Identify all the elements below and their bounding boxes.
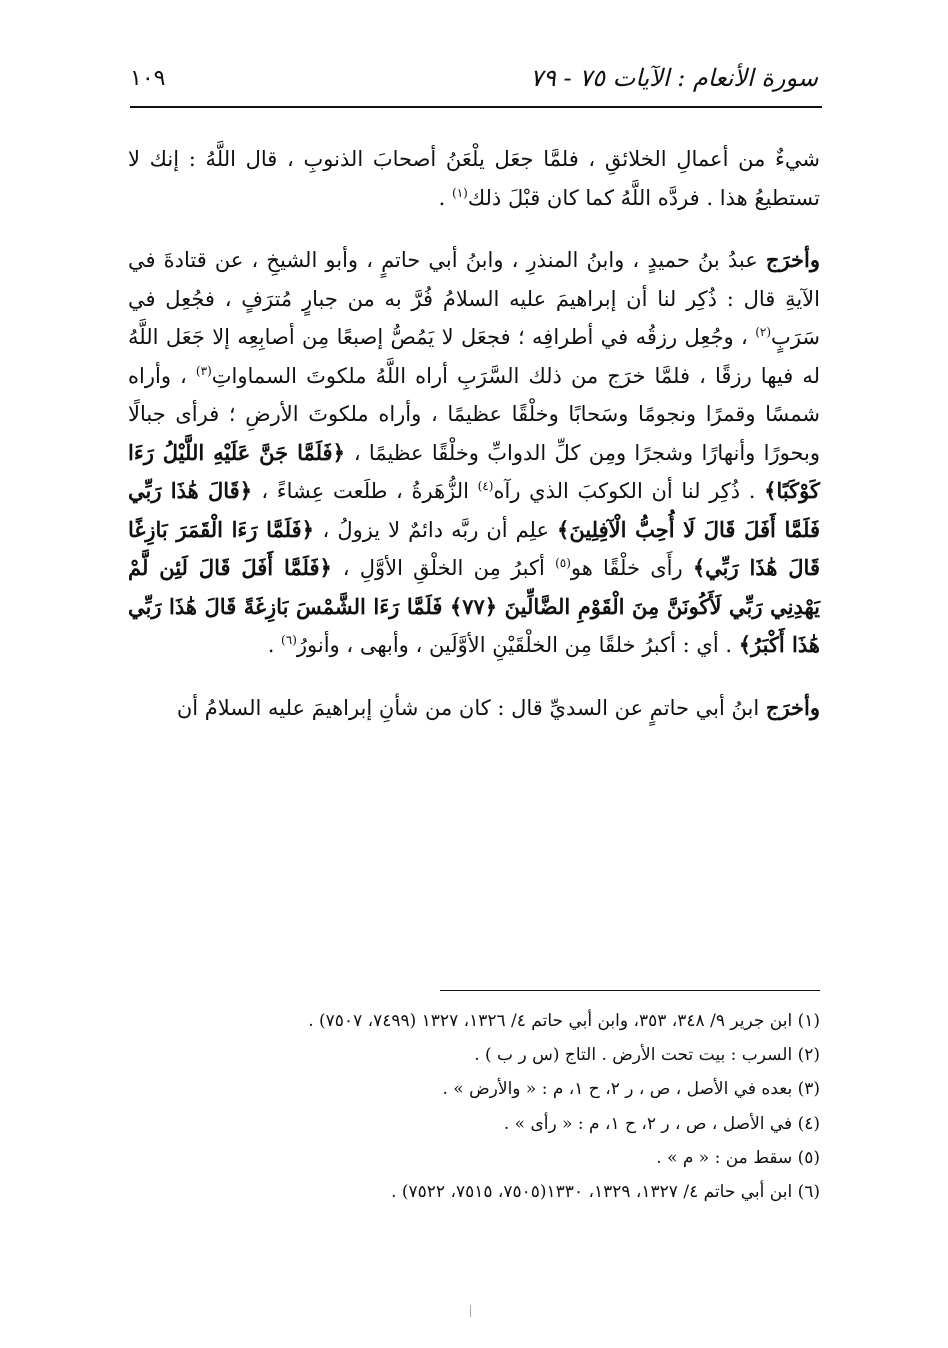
footnote-1: (١) ابن جرير ٩/ ٣٤٨، ٣٥٣، وابن أبي حاتم ٤/ ١٣٢٦، ١٣٢٧ (٧٤٩٩، ٧٥٠٧) . — [308, 1011, 820, 1031]
footnote-ref-5: (٥) — [555, 556, 571, 570]
running-title: سورة الأنعام : الآيات ٧٥ - ٧٩ — [530, 64, 818, 92]
quran-quote: ﴿فَلَمَّا أَفَلَ قَالَ لَئِن لَّمْ يَهْدِنِي رَبِّي لَأَكُونَنَّ مِنَ الْقَوْمِ الضَّالِّينَ ﴿٧٧﴾ فَلَمَّا رَءَا الشَّمْسَ بَازِغَةً قَالَ هَٰذَا رَبِّي هَٰذَا أَكْبَرُ﴾ — [128, 555, 821, 657]
main-text — [128, 140, 820, 727]
footnotes — [128, 1004, 820, 1209]
footnote-3: (٣) بعده في الأصل ، ص ، ر ٢، ح ١، م : « والأرض » . — [442, 1079, 820, 1100]
segment: رأَى خلْقًا هو — [570, 556, 693, 580]
quran-quote: ﴿فَلَمَّا جَنَّ عَلَيْهِ اللَّيْلُ رَءَا كَوْكَبًا﴾ — [128, 439, 820, 503]
footnote-2: (٢) السرب : بيت تحت الأرض . التاج (س ر ب ) . — [474, 1045, 820, 1066]
page-number: ١٠٩ — [130, 66, 166, 91]
footnote-6: (٦) ابن أبي حاتم ٤/ ١٣٢٧، ١٣٢٩، ١٣٣٠(٧٥٠٥، ٧٥١٥، ٧٥٢٢) . — [391, 1182, 820, 1203]
footnote-ref-6: (٦) — [281, 633, 297, 647]
footnote-ref-1: (١) — [452, 185, 468, 200]
segment: . أي : أكبرُ خلقًا مِن الخلْقَيْنِ الأوَّلَين ، وأبهى ، وأنورُ — [296, 633, 739, 657]
footnote-ref-4: (٤) — [477, 479, 494, 493]
segment: الزُّهَرةُ ، طلَعت عِشاءً ، — [261, 479, 478, 503]
segment: . ذُكِر لنا أن الكوكبَ الذي رآه — [493, 479, 765, 503]
paragraph-tail: . — [438, 185, 452, 210]
bottom-mark — [470, 1305, 471, 1317]
footnote-4: (٤) في الأصل ، ص ، ر ٢، ح ١، م : « رأى » . — [503, 1113, 820, 1134]
paragraph-2 — [128, 241, 820, 665]
footnote-ref-3: (٣) — [195, 363, 212, 378]
quran-quote: ﴿قَالَ هَٰذَا رَبِّي فَلَمَّا أَفَلَ قَالَ لَا أُحِبُّ الْآفِلِينَ﴾ — [128, 478, 821, 542]
paragraph-lead: وأخرَج — [765, 694, 820, 720]
paragraph-1 — [128, 140, 820, 217]
footnote-5: (٥) سقط من : « م » . — [656, 1147, 820, 1168]
paragraph-3 — [128, 689, 820, 728]
segment: . — [267, 633, 282, 657]
segment: ، وجُعِل رزقُه في أطرافِه ؛ فجعَل لا يَمُصُّ إصبعًا مِن أصابِعِه إلا جَعَل اللَّهُ له فيها رزقًا ، فلمَّا خرَج من ذلك السَّرَبِ أراه اللَّهُ ملكوتَ السماواتِ — [128, 325, 820, 388]
segment: عبدُ بنُ حميدٍ ، وابنُ المنذرِ ، وابنُ أبي حاتمٍ ، وأبو الشيخِ ، عن قتادةَ في الآيةِ قال : ذُكِر لنا أن إبراهيمَ عليه السلامُ فُرَّ به من جبارٍ مُترَفٍ ، فجُعِل في سَرَبٍ — [128, 248, 820, 349]
segment: ، وأراه شمسًا وقمرًا ونجومًا وسَحابًا وخلْقًا عظيمًا ، وأراه ملكوتَ الأرضِ ؛ فرأى جبالًا وبحورًا وأنهارًا وشجرًا ومِن كلِّ الدوابِّ وخلْقًا عظيمًا ، — [128, 363, 820, 465]
footnote-rule — [440, 990, 820, 991]
footnote-ref-2: (٢) — [755, 325, 772, 339]
quran-quote: ﴿فَلَمَّا رَءَا الْقَمَرَ بَازِغًا قَالَ هَٰذَا رَبِّي﴾ — [128, 516, 820, 580]
running-header — [130, 58, 818, 102]
segment: علِم أن ربَّه دائمٌ لا يزولُ ، — [322, 517, 558, 542]
header-rule — [130, 106, 822, 108]
paragraph-text: ابنُ أبي حاتمٍ عن السديِّ قال : كان من شأنِ إبراهيمَ عليه السلامُ أن — [176, 695, 766, 720]
paragraph-text: شيءٌ من أعمالِ الخلائقِ ، فلمَّا جعَل يلْعَنُ أصحابَ الذنوبِ ، قال اللَّهُ : إنك لا تستطيعُ هذا . فردَّه اللَّهُ كما كان قبْلَ ذلك — [128, 147, 820, 210]
segment: أكبرُ مِن الخلْقِ الأوَّلِ ، — [342, 556, 556, 580]
paragraph-lead: وأخرَج — [765, 247, 820, 272]
